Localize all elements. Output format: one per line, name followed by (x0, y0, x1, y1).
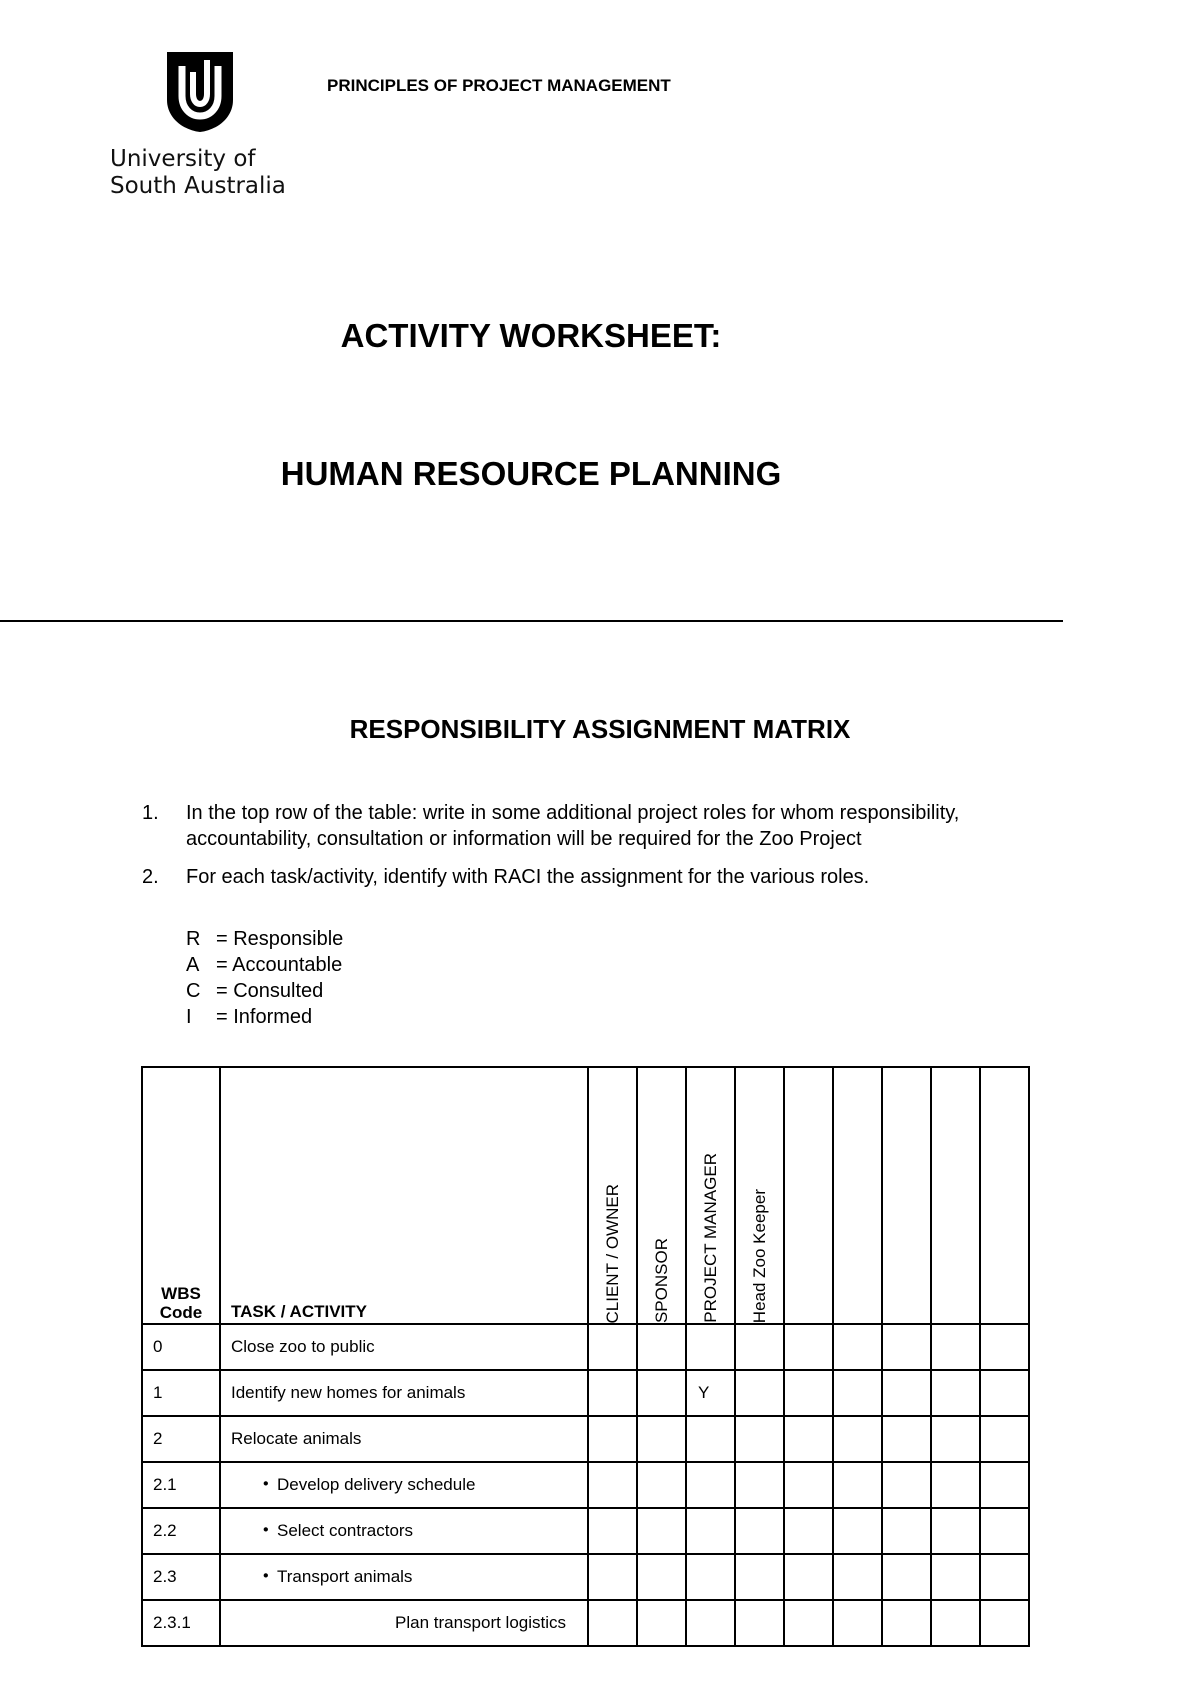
task-cell: • Develop delivery schedule (220, 1462, 588, 1508)
legend-code: R (186, 928, 201, 950)
wbs-code-cell: 2.2 (142, 1508, 220, 1554)
task-cell: Identify new homes for animals (220, 1370, 588, 1416)
course-title: PRINCIPLES OF PROJECT MANAGEMENT (327, 76, 671, 95)
raci-cell[interactable] (735, 1324, 784, 1370)
raci-cell[interactable] (931, 1324, 980, 1370)
raci-cell[interactable] (833, 1324, 882, 1370)
raci-cell[interactable] (784, 1370, 833, 1416)
raci-cell[interactable] (686, 1324, 735, 1370)
raci-cell[interactable] (882, 1600, 931, 1646)
wbs-code-cell: 2 (142, 1416, 220, 1462)
raci-cell[interactable] (784, 1462, 833, 1508)
raci-cell[interactable] (784, 1508, 833, 1554)
raci-cell[interactable] (931, 1600, 980, 1646)
raci-cell[interactable] (588, 1416, 637, 1462)
raci-cell[interactable] (980, 1324, 1029, 1370)
table-row (142, 1416, 1029, 1462)
raci-cell[interactable] (637, 1600, 686, 1646)
task-cell: Close zoo to public (220, 1324, 588, 1370)
table-row (142, 1370, 1029, 1416)
raci-cell[interactable] (931, 1462, 980, 1508)
raci-cell[interactable] (637, 1554, 686, 1600)
raci-cell[interactable] (637, 1370, 686, 1416)
legend-code: A (186, 954, 200, 976)
raci-cell[interactable] (931, 1554, 980, 1600)
raci-cell[interactable] (833, 1508, 882, 1554)
raci-cell[interactable] (833, 1416, 882, 1462)
instruction-item (142, 864, 1062, 890)
raci-cell[interactable] (784, 1554, 833, 1600)
raci-cell[interactable] (588, 1324, 637, 1370)
raci-cell[interactable] (735, 1370, 784, 1416)
legend-row (186, 952, 343, 978)
raci-cell[interactable] (588, 1554, 637, 1600)
instruction-number: 1. (142, 802, 159, 824)
instruction-number: 2. (142, 866, 159, 888)
raci-cell[interactable] (686, 1600, 735, 1646)
raci-cell[interactable] (735, 1416, 784, 1462)
wbs-code-cell: 2.1 (142, 1462, 220, 1508)
legend-code: I (186, 1006, 192, 1028)
unisa-shield-icon (165, 50, 235, 134)
role-header-empty[interactable] (980, 1067, 1029, 1324)
worksheet-title: ACTIVITY WORKSHEET: (340, 317, 722, 354)
raci-cell[interactable] (735, 1462, 784, 1508)
raci-cell[interactable] (931, 1370, 980, 1416)
raci-cell[interactable] (735, 1554, 784, 1600)
horizontal-rule (0, 620, 1063, 622)
raci-cell[interactable] (637, 1324, 686, 1370)
raci-cell[interactable] (588, 1600, 637, 1646)
task-cell: • Transport animals (220, 1554, 588, 1600)
legend-row (186, 1004, 343, 1030)
instruction-item (142, 800, 1062, 852)
role-header-client-owner[interactable] (588, 1067, 637, 1324)
raci-cell[interactable]: Y (686, 1370, 735, 1416)
role-header-sponsor[interactable] (637, 1067, 686, 1324)
role-header-empty[interactable] (784, 1067, 833, 1324)
raci-cell[interactable] (882, 1462, 931, 1508)
raci-cell[interactable] (882, 1554, 931, 1600)
raci-cell[interactable] (588, 1370, 637, 1416)
section-title: RESPONSIBILITY ASSIGNMENT MATRIX (349, 714, 851, 744)
raci-cell[interactable] (980, 1416, 1029, 1462)
raci-cell[interactable] (686, 1462, 735, 1508)
raci-cell[interactable] (882, 1508, 931, 1554)
table-row (142, 1554, 1029, 1600)
wbs-code-header: WBS Code (142, 1067, 220, 1324)
task-cell: Plan transport logistics (220, 1600, 588, 1646)
raci-cell[interactable] (784, 1416, 833, 1462)
raci-cell[interactable] (980, 1600, 1029, 1646)
raci-cell[interactable] (637, 1416, 686, 1462)
raci-cell[interactable] (735, 1600, 784, 1646)
raci-cell[interactable] (833, 1600, 882, 1646)
header-row (142, 1067, 1029, 1324)
instruction-text: For each task/activity, identify with RACI the assignment for the various roles. (186, 866, 870, 888)
role-label: PROJECT MANAGER (700, 1153, 720, 1323)
raci-cell[interactable] (980, 1508, 1029, 1554)
raci-cell[interactable] (980, 1554, 1029, 1600)
raci-cell[interactable] (931, 1416, 980, 1462)
legend-row (186, 978, 343, 1004)
wbs-code-cell: 2.3 (142, 1554, 220, 1600)
university-logo (110, 50, 300, 200)
raci-cell[interactable] (931, 1508, 980, 1554)
table-row (142, 1600, 1029, 1646)
raci-cell[interactable] (980, 1462, 1029, 1508)
instruction-text: In the top row of the table: write in some additional project roles for whom responsibility, accountability, consultation or information will be required for the Zoo Project (186, 802, 960, 850)
role-header-empty[interactable] (833, 1067, 882, 1324)
raci-cell[interactable] (588, 1462, 637, 1508)
raci-cell[interactable] (784, 1324, 833, 1370)
wbs-code-cell: 1 (142, 1370, 220, 1416)
wbs-code-cell: 0 (142, 1324, 220, 1370)
legend-meaning: = Consulted (216, 980, 324, 1002)
raci-cell[interactable] (686, 1554, 735, 1600)
table-row (142, 1324, 1029, 1370)
raci-cell[interactable] (686, 1416, 735, 1462)
role-header-empty[interactable] (931, 1067, 980, 1324)
raci-cell[interactable] (833, 1462, 882, 1508)
raci-cell[interactable] (882, 1416, 931, 1462)
legend-meaning: = Responsible (216, 928, 344, 950)
role-label: SPONSOR (651, 1237, 671, 1323)
role-header-head-zoo-keeper[interactable] (735, 1067, 784, 1324)
role-header-empty[interactable] (882, 1067, 931, 1324)
logo-text: University of South Australia (110, 146, 286, 199)
legend-code: C (186, 980, 201, 1002)
raci-cell[interactable] (833, 1554, 882, 1600)
raci-cell[interactable] (637, 1508, 686, 1554)
raci-cell[interactable] (686, 1508, 735, 1554)
legend-row (186, 926, 343, 952)
wbs-code-cell: 2.3.1 (142, 1600, 220, 1646)
responsibility-matrix-table (141, 1066, 1030, 1647)
task-cell: Relocate animals (220, 1416, 588, 1462)
worksheet-subtitle: HUMAN RESOURCE PLANNING (280, 455, 782, 492)
legend-meaning: = Accountable (216, 954, 343, 976)
table-row (142, 1462, 1029, 1508)
raci-legend (186, 926, 343, 1030)
raci-cell[interactable] (980, 1370, 1029, 1416)
raci-cell[interactable] (882, 1370, 931, 1416)
role-header-project-manager[interactable] (686, 1067, 735, 1324)
instructions-list (142, 800, 1062, 902)
raci-cell[interactable] (637, 1462, 686, 1508)
legend-meaning: = Informed (216, 1006, 313, 1028)
role-label: Head Zoo Keeper (749, 1188, 769, 1323)
table-row (142, 1508, 1029, 1554)
raci-cell[interactable] (882, 1324, 931, 1370)
task-activity-header: TASK / ACTIVITY (220, 1067, 588, 1324)
raci-cell[interactable] (833, 1370, 882, 1416)
raci-cell[interactable] (735, 1508, 784, 1554)
raci-cell[interactable] (588, 1508, 637, 1554)
role-label: CLIENT / OWNER (602, 1183, 622, 1323)
task-cell: • Select contractors (220, 1508, 588, 1554)
raci-cell[interactable] (784, 1600, 833, 1646)
